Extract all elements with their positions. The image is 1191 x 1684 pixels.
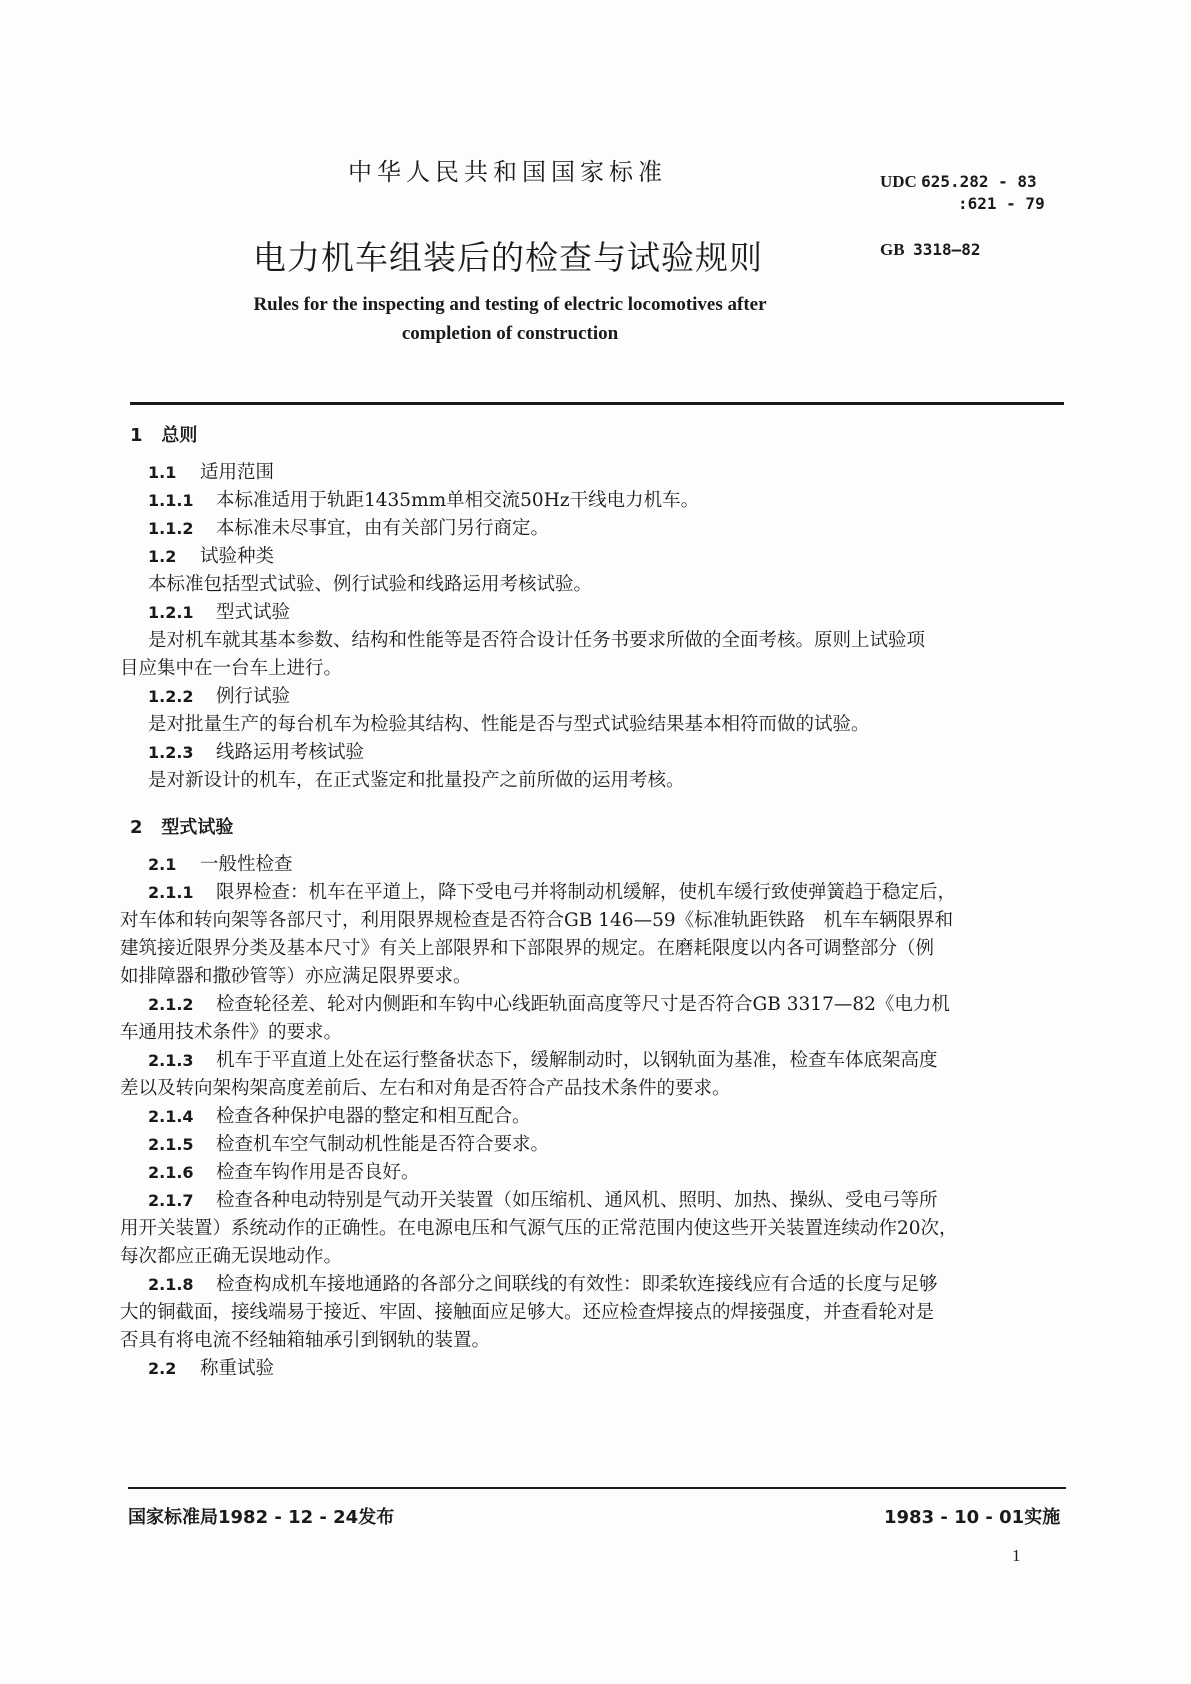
paragraph: 否具有将电流不经轴箱轴承引到钢轨的装置。 — [120, 1330, 491, 1351]
udc-line1: 625.282 - 83 — [921, 172, 1037, 191]
paragraph: 大的铜截面，接线端易于接近、牢固、接触面应足够大。还应检查焊接点的焊接强度，并查看轮对是 — [120, 1302, 935, 1323]
paragraph: 差以及转向架构架高度差前后、左右和对角是否符合产品技术条件的要求。 — [120, 1078, 731, 1099]
paragraph: 是对机车就其基本参数、结构和性能等是否符合设计任务书要求所做的全面考核。原则上试验项 — [148, 630, 926, 651]
clause-title: 称重试验 — [200, 1358, 275, 1379]
paragraph: 建筑接近限界分类及基本尺寸》有关上部限界和下部限界的规定。在磨耗限度以内各可调整部分（例 — [120, 938, 935, 959]
clause-text: 检查机车空气制动机性能是否符合要求。 — [216, 1134, 550, 1155]
paragraph: 每次都应正确无误地动作。 — [120, 1246, 343, 1267]
clause-2-1-4 — [148, 1102, 531, 1128]
clause-text: 本标准未尽事宜，由有关部门另行商定。 — [216, 518, 550, 539]
clause-num: 1.1.1 — [148, 491, 194, 510]
clause-2-2 — [148, 1354, 274, 1380]
clause-num: 2.1.4 — [148, 1107, 194, 1126]
clause-title: 适用范围 — [200, 462, 275, 483]
clause-text: 检查各种保护电器的整定和相互配合。 — [216, 1106, 531, 1127]
clause-2-1-3 — [148, 1046, 938, 1072]
section-num: 2 — [130, 817, 143, 838]
clause-1-2 — [148, 542, 274, 568]
clause-1-1-1 — [148, 486, 699, 512]
clause-2-1-8 — [148, 1270, 938, 1296]
clause-text: 本标准适用于轨距1435mm单相交流50Hz干线电力机车。 — [216, 490, 700, 511]
gb-number — [880, 240, 981, 260]
clause-1-1-2 — [148, 514, 549, 540]
paragraph: 是对新设计的机车，在正式鉴定和批量投产之前所做的运用考核。 — [148, 770, 685, 791]
section-num: 1 — [130, 425, 143, 446]
gb-label: GB — [880, 240, 905, 259]
paragraph: 本标准包括型式试验、例行试验和线路运用考核试验。 — [148, 574, 593, 595]
paragraph: 车通用技术条件》的要求。 — [120, 1022, 343, 1043]
paragraph: 用开关装置）系统动作的正确性。在电源电压和气源气压的正常范围内使这些开关装置连续动作20次， — [120, 1218, 958, 1239]
paragraph: 目应集中在一台车上进行。 — [120, 658, 343, 679]
clause-2-1-7 — [148, 1186, 938, 1212]
clause-num: 2.2 — [148, 1359, 177, 1378]
section-title: 总则 — [161, 425, 198, 446]
paragraph: 对车体和转向架等各部尺寸，利用限界规检查是否符合GB 146—59《标准轨距铁路 机车车辆限界和 — [120, 910, 954, 931]
clause-num: 1.2 — [148, 547, 177, 566]
document-title-en: Rules for the inspecting and testing of electric locomotives after completion of construction — [253, 294, 767, 344]
udc-line2: :621 - 79 — [958, 194, 1045, 213]
clause-num: 1.2.3 — [148, 743, 194, 762]
clause-2-1 — [148, 850, 293, 876]
clause-num: 1.1.2 — [148, 519, 194, 538]
effective-date: 1983 - 10 - 01实施 — [884, 1507, 1061, 1528]
clause-num: 2.1.7 — [148, 1191, 194, 1210]
gb-code: 3318—82 — [913, 240, 981, 259]
section-2-heading — [130, 813, 233, 839]
clause-1-2-2 — [148, 682, 290, 708]
header-divider — [130, 402, 1064, 405]
footer-divider — [128, 1487, 1066, 1489]
clause-2-1-1 — [148, 878, 956, 904]
national-standard-heading: 中华人民共和国国家标准 — [348, 158, 667, 186]
clause-num: 2.1.1 — [148, 883, 194, 902]
udc-code — [880, 172, 1037, 192]
clause-1-2-1 — [148, 598, 290, 624]
page-number: 1 — [1012, 1546, 1021, 1565]
issue-date: 国家标准局1982 - 12 - 24发布 — [128, 1507, 395, 1528]
clause-title: 例行试验 — [216, 686, 291, 707]
clause-title: 一般性检查 — [200, 854, 293, 875]
clause-num: 2.1.8 — [148, 1275, 194, 1294]
document-title-cn: 电力机车组装后的检查与试验规则 — [253, 238, 763, 277]
clause-text: 机车于平直道上处在运行整备状态下，缓解制动时，以钢轨面为基准，检查车体底架高度 — [216, 1050, 938, 1071]
clause-num: 1.1 — [148, 463, 177, 482]
clause-1-1 — [148, 458, 274, 484]
clause-title: 试验种类 — [200, 546, 275, 567]
clause-text: 检查构成机车接地通路的各部分之间联线的有效性：即柔软连接线应有合适的长度与足够 — [216, 1274, 938, 1295]
clause-text: 检查轮径差、轮对内侧距和车钩中心线距轨面高度等尺寸是否符合GB 3317—82《电力机 — [216, 994, 950, 1015]
clause-num: 1.2.1 — [148, 603, 194, 622]
clause-title: 型式试验 — [216, 602, 291, 623]
clause-2-1-6 — [148, 1158, 420, 1184]
clause-text: 限界检查：机车在平道上，降下受电弓并将制动机缓解，使机车缓行致使弹簧趋于稳定后， — [216, 882, 957, 903]
paragraph: 是对批量生产的每台机车为检验其结构、性能是否与型式试验结果基本相符而做的试验。 — [148, 714, 870, 735]
clause-num: 2.1.5 — [148, 1135, 194, 1154]
clause-text: 检查车钩作用是否良好。 — [216, 1162, 420, 1183]
clause-num: 2.1.3 — [148, 1051, 194, 1070]
clause-2-1-5 — [148, 1130, 549, 1156]
clause-num: 2.1.6 — [148, 1163, 194, 1182]
clause-num: 2.1.2 — [148, 995, 194, 1014]
clause-num: 2.1 — [148, 855, 177, 874]
udc-label: UDC — [880, 172, 917, 191]
clause-title: 线路运用考核试验 — [216, 742, 365, 763]
clause-text: 检查各种电动特别是气动开关装置（如压缩机、通风机、照明、加热、操纵、受电弓等所 — [216, 1190, 938, 1211]
paragraph: 如排障器和撒砂管等）亦应满足限界要求。 — [120, 966, 472, 987]
section-1-heading — [130, 421, 197, 447]
clause-num: 1.2.2 — [148, 687, 194, 706]
clause-2-1-2 — [148, 990, 950, 1016]
clause-1-2-3 — [148, 738, 364, 764]
section-title: 型式试验 — [161, 817, 234, 838]
